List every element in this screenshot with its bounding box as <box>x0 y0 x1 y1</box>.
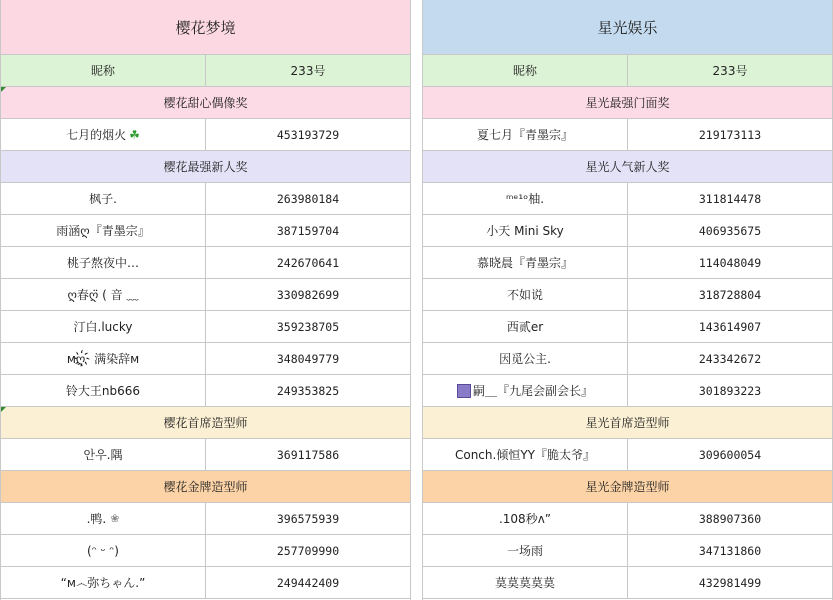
nickname-text: 안우.隅 <box>83 448 123 462</box>
id-cell: 387159704 <box>276 223 340 238</box>
table-row <box>1 375 410 407</box>
nickname-cell <box>1 439 206 470</box>
id-cell: 301893223 <box>698 383 762 398</box>
nickname-text: 桃子熬夜中… <box>66 256 139 270</box>
award-header <box>423 87 832 119</box>
table-row <box>423 535 832 567</box>
nickname-cell <box>423 311 628 342</box>
avatar-square-icon <box>457 384 471 398</box>
table-row <box>423 439 832 471</box>
id-cell: 388907360 <box>698 511 762 526</box>
id-cell: 242670641 <box>276 255 340 270</box>
id-cell: 249353825 <box>276 383 340 398</box>
table-row <box>423 183 832 215</box>
id-cell: 453193729 <box>276 127 340 142</box>
nickname-text: ᴍღ҉ 满染辞ᴍ <box>66 352 140 366</box>
nickname-text: ღ春ღ̈ ( 音 ﹏ <box>67 288 139 302</box>
table-row <box>423 215 832 247</box>
table-row <box>423 247 832 279</box>
nickname-text: 西贰er <box>506 320 544 334</box>
header-id: 233号 <box>712 64 748 78</box>
nickname-cell <box>423 567 628 598</box>
table-row <box>1 439 410 471</box>
nickname-text: 小天 Mini Sky <box>486 224 564 238</box>
nickname-cell <box>423 279 628 310</box>
nickname-text: 七月的烟火 <box>66 128 127 142</box>
nickname-text: 慕晓晨『青墨宗』 <box>476 256 573 270</box>
id-cell: 263980184 <box>276 191 340 206</box>
corner-marker <box>1 87 6 92</box>
nickname-cell <box>1 343 206 374</box>
award-header <box>1 151 410 183</box>
id-cell: 143614907 <box>698 319 762 334</box>
table-row <box>1 183 410 215</box>
nickname-cell <box>1 535 206 566</box>
id-cell: 432981499 <box>698 575 762 590</box>
nickname-cell <box>423 503 628 534</box>
table-header <box>1 55 410 87</box>
nickname-text: 一场雨 <box>506 544 543 558</box>
nickname-cell <box>423 247 628 278</box>
table-row <box>423 343 832 375</box>
nickname-cell <box>423 535 628 566</box>
flower-icon: ❀ <box>110 512 120 525</box>
nickname-cell <box>423 183 628 214</box>
id-cell: 369117586 <box>276 447 340 462</box>
id-cell: 318728804 <box>698 287 762 302</box>
table-row <box>423 119 832 151</box>
nickname-cell <box>1 375 206 406</box>
table-row <box>1 247 410 279</box>
award-title: 星光首席造型师 <box>585 416 670 430</box>
nickname-cell <box>423 375 628 406</box>
header-nickname: 昵称 <box>423 55 628 86</box>
nickname-cell <box>1 119 206 150</box>
award-header <box>1 87 410 119</box>
id-cell: 347131860 <box>698 543 762 558</box>
table-row <box>1 215 410 247</box>
nickname-text: 汀白.lucky <box>73 320 133 334</box>
nickname-text: 枫子. <box>89 192 117 206</box>
nickname-cell <box>1 279 206 310</box>
nickname-text: (ᵔ ᵕ ᵔ) <box>87 543 119 558</box>
nickname-cell <box>423 119 628 150</box>
table-row <box>1 343 410 375</box>
nickname-cell <box>1 503 206 534</box>
nickname-text: 因觅公主. <box>499 352 551 366</box>
award-title: 星光最强门面奖 <box>585 96 670 110</box>
id-cell: 330982699 <box>276 287 340 302</box>
award-header <box>1 471 410 503</box>
id-cell: 348049779 <box>276 351 340 366</box>
nickname-text: 嗣＿『九尾会副会长』 <box>472 384 593 398</box>
table-header <box>423 55 832 87</box>
nickname-text: 雨涵ღ『青墨宗』 <box>56 224 150 238</box>
nickname-text: 莫莫莫莫莫 <box>494 576 555 590</box>
nickname-text: 夏七月『青墨宗』 <box>476 128 573 142</box>
table-row <box>1 311 410 343</box>
award-title: 樱花金牌造型师 <box>163 480 248 494</box>
nickname-cell <box>423 343 628 374</box>
left-panel-sakura <box>0 0 411 600</box>
table-row <box>1 503 410 535</box>
id-cell: 243342672 <box>698 351 762 366</box>
id-cell: 114048049 <box>698 255 762 270</box>
nickname-text: .108秒ᴧ” <box>498 512 552 526</box>
panel-title: 樱花梦境 <box>1 0 410 55</box>
award-header <box>423 151 832 183</box>
nickname-cell <box>423 215 628 246</box>
clover-icon: ☘ <box>129 127 140 142</box>
id-cell: 359238705 <box>276 319 340 334</box>
table-row <box>423 311 832 343</box>
header-id: 233号 <box>290 64 326 78</box>
table-row <box>423 503 832 535</box>
nickname-text: 铃大王nb666 <box>65 384 141 398</box>
award-header <box>423 407 832 439</box>
id-cell: 396575939 <box>276 511 340 526</box>
table-row <box>1 279 410 311</box>
table-row <box>1 535 410 567</box>
nickname-text: “ᴍ෴弥ちゃん.” <box>60 576 146 590</box>
nickname-cell <box>1 567 206 598</box>
nickname-cell <box>1 247 206 278</box>
id-cell: 249442409 <box>276 575 340 590</box>
nickname-cell <box>1 215 206 246</box>
right-panel-starlight <box>422 0 833 600</box>
id-cell: 311814478 <box>698 191 762 206</box>
award-title: 樱花最强新人奖 <box>163 160 248 174</box>
table-row <box>1 119 410 151</box>
award-title: 星光金牌造型师 <box>585 480 670 494</box>
nickname-text: 不如说 <box>506 288 543 302</box>
nickname-text: Conch.倾恒YY『脆太爷』 <box>454 448 595 462</box>
corner-marker <box>1 407 6 412</box>
nickname-cell <box>1 183 206 214</box>
award-title: 樱花首席造型师 <box>163 416 248 430</box>
table-row <box>423 279 832 311</box>
nickname-text: ᵐᵉ¹ᵒ柚. <box>505 192 545 206</box>
table-row <box>423 375 832 407</box>
award-title: 星光人气新人奖 <box>585 160 670 174</box>
award-header <box>1 407 410 439</box>
id-cell: 309600054 <box>698 447 762 462</box>
nickname-cell <box>423 439 628 470</box>
nickname-cell <box>1 311 206 342</box>
table-row <box>423 567 832 599</box>
nickname-text: .鸭. <box>86 512 107 526</box>
panel-title: 星光娱乐 <box>423 0 832 55</box>
award-title: 樱花甜心偶像奖 <box>163 96 248 110</box>
award-header <box>423 471 832 503</box>
table-row <box>1 567 410 599</box>
id-cell: 219173113 <box>698 127 762 142</box>
id-cell: 406935675 <box>698 223 762 238</box>
header-nickname: 昵称 <box>1 55 206 86</box>
id-cell: 257709990 <box>276 543 340 558</box>
